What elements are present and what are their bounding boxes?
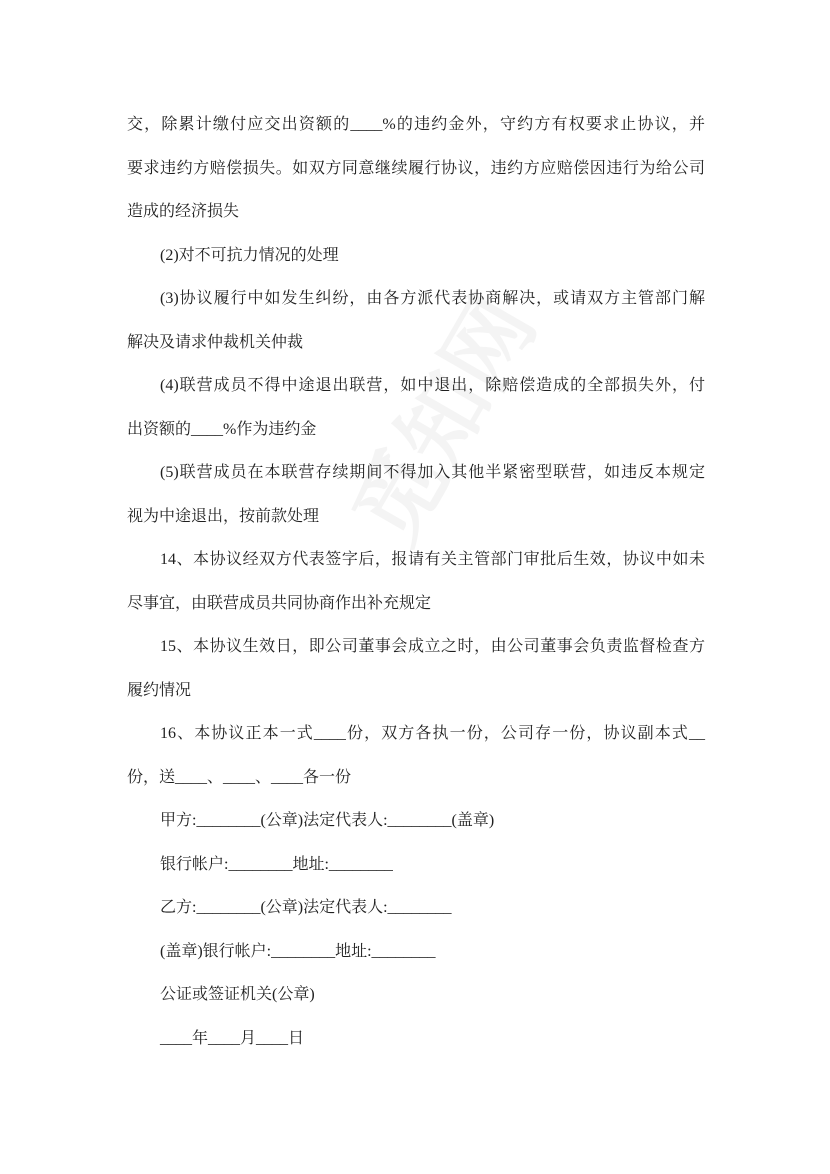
text-line: 出资额的____%作为违约金 bbox=[127, 420, 317, 438]
text-line: 尽事宜，由联营成员共同协商作出补充规定 bbox=[127, 594, 432, 612]
force-majeure-clause bbox=[127, 234, 705, 278]
text-line: 要求违约方赔偿损失。如双方同意继续履行协议，违约方应赔偿因违行为给公司 bbox=[127, 159, 705, 177]
party-b-signature bbox=[127, 886, 705, 930]
membership-restriction-clause bbox=[127, 451, 705, 538]
clause-16 bbox=[127, 712, 705, 799]
text-line: 公证或签证机关(公章) bbox=[160, 986, 315, 1003]
text-line: 银行帐户:________地址:________ bbox=[160, 855, 393, 873]
text-line: (2)对不可抗力情况的处理 bbox=[160, 246, 339, 264]
text-line: 14、本协议经双方代表签字后，报请有关主管部门审批后生效，协议中如未 bbox=[160, 551, 705, 568]
text-line: 造成的经济损失 bbox=[127, 203, 240, 220]
party-a-bank-info bbox=[127, 843, 705, 887]
text-line: ____年____月____日 bbox=[160, 1029, 305, 1047]
withdrawal-clause bbox=[127, 364, 705, 451]
text-line: 15、本协议生效日，即公司董事会成立之时，由公司董事会负责监督检查方 bbox=[160, 638, 705, 655]
text-line: (5)联营成员在本联营存续期间不得加入其他半紧密型联营，如违反本规定 bbox=[160, 464, 705, 481]
clause-15 bbox=[127, 625, 705, 712]
text-line: 履约情况 bbox=[127, 681, 192, 699]
text-line: 交，除累计缴付应交出资额的____%的违约金外，守约方有权要求止协议，并 bbox=[127, 116, 705, 133]
document-body bbox=[127, 103, 705, 1060]
text-line: 甲方:________(公章)法定代表人:________(盖章) bbox=[160, 812, 495, 829]
text-line: 视为中途退出，按前款处理 bbox=[127, 507, 320, 525]
signing-date bbox=[127, 1017, 705, 1061]
text-line: 解决及请求仲裁机关仲裁 bbox=[127, 333, 304, 351]
text-line: (4)联营成员不得中途退出联营，如中退出，除赔偿造成的全部损失外，付 bbox=[160, 377, 705, 394]
text-line: (盖章)银行帐户:________地址:________ bbox=[160, 942, 436, 960]
text-line: 乙方:________(公章)法定代表人:________ bbox=[160, 899, 452, 916]
party-b-bank-info bbox=[127, 930, 705, 974]
clause-14 bbox=[127, 538, 705, 625]
breach-penalty-clause bbox=[127, 103, 705, 234]
party-a-signature bbox=[127, 799, 705, 843]
text-line: 份，送____、____、____各一份 bbox=[127, 768, 352, 786]
text-line: 16、本协议正本一式____份，双方各执一份，公司存一份，协议副本式__ bbox=[160, 725, 705, 742]
notary-authority bbox=[127, 973, 705, 1017]
dispute-resolution-clause bbox=[127, 277, 705, 364]
text-line: (3)协议履行中如发生纠纷，由各方派代表协商解决，或请双方主管部门解 bbox=[160, 290, 705, 307]
